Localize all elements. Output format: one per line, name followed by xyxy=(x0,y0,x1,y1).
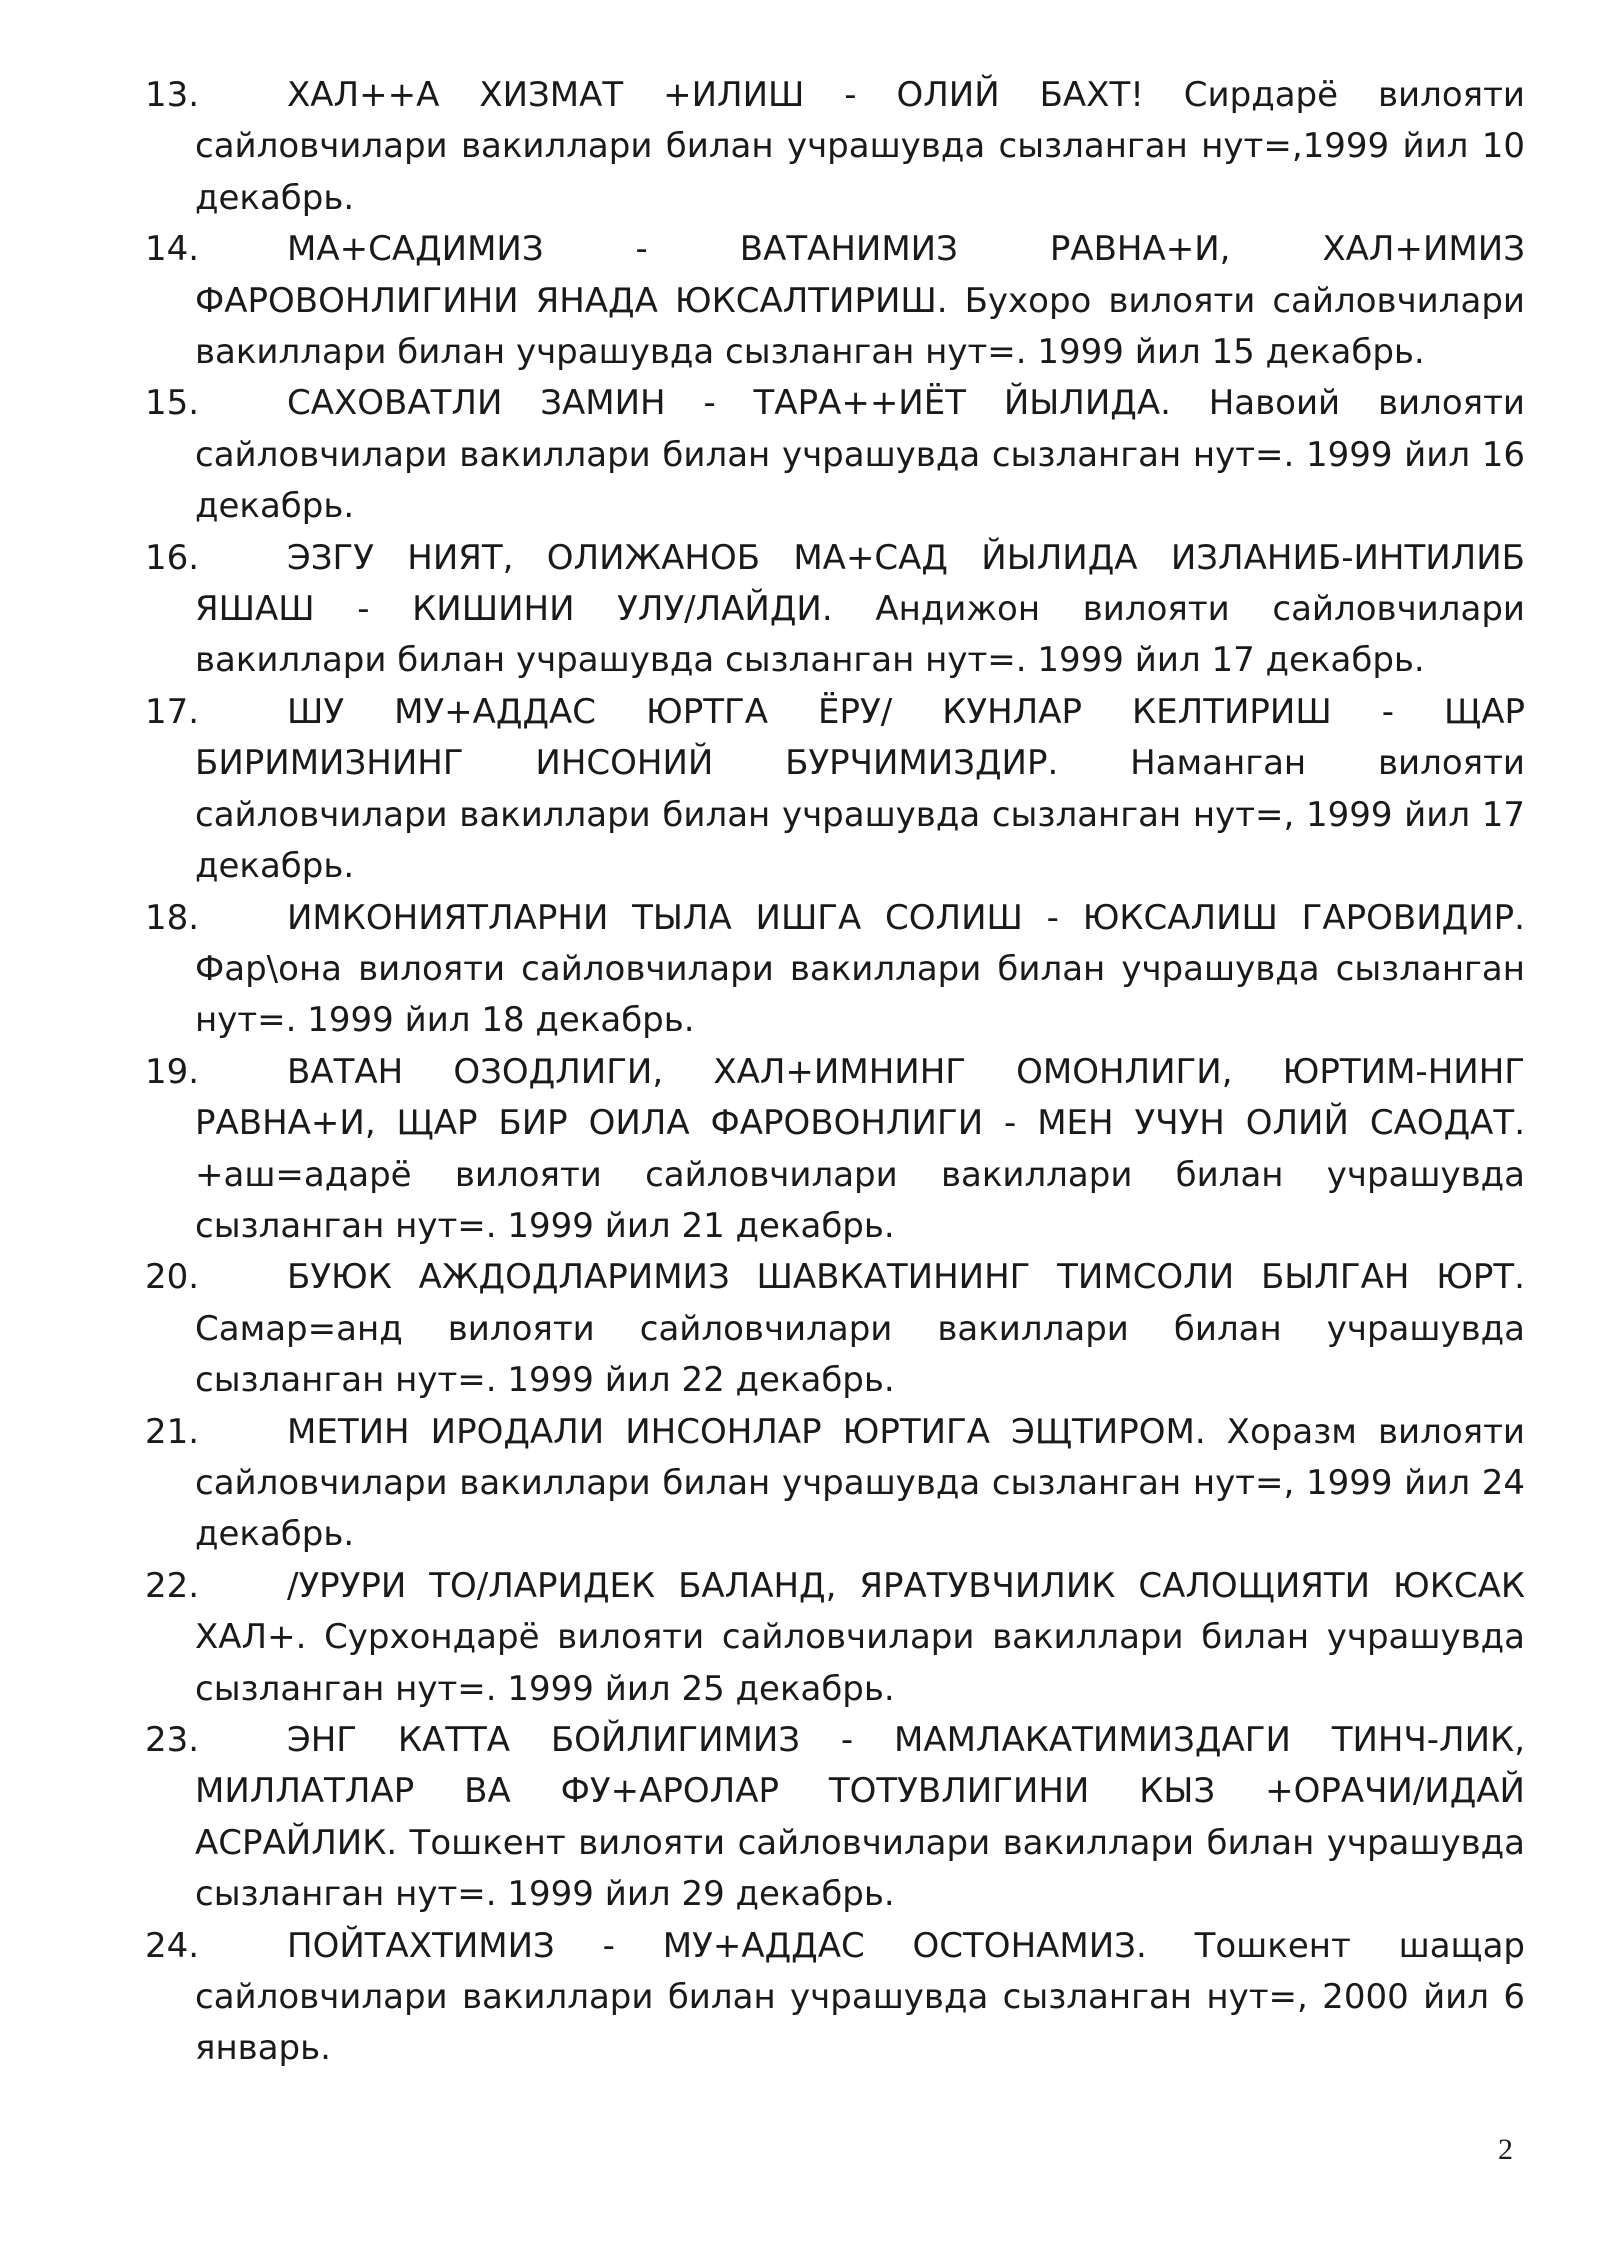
item-number: 19. xyxy=(145,1051,200,1092)
item-number: 23. xyxy=(145,1720,200,1760)
item-text: /УРУРИ ТО/ЛАРИДЕК БАЛАНД, ЯРАТУВЧИЛИК САЛОЩИЯТИ ЮКСАК ХАЛ+. Сурхондарё вилояти сайловчилари вакиллари билан учрашувда сызланган нут=. 1999 йил 25 декабрь. xyxy=(195,1565,1525,1709)
item-text: ЭНГ КАТТА БОЙЛИГИМИЗ - МАМЛАКАТИМИЗДАГИ ТИНЧ-ЛИК, МИЛЛАТЛАР ВА ФУ+АРОЛАР ТОТУВЛИГИНИ КЫЗ +ОРАЧИ/ИДАЙ АСРАЙЛИК. Тошкент вилояти сайловчилари вакиллари билан учрашувда сызланган нут=. 1999 йил 29 декабрь. xyxy=(195,1720,1525,1915)
list-item xyxy=(145,378,1525,532)
item-number: 24. xyxy=(145,1925,200,1966)
list-item xyxy=(145,1252,1525,1406)
item-text: ВАТАН ОЗОДЛИГИ, ХАЛ+ИМНИНГ ОМОНЛИГИ, ЮРТИМ-НИНГ РАВНА+И, ЩАР БИР ОИЛА ФАРОВОНЛИГИ - МЕН УЧУН ОЛИЙ САОДАТ. +аш=адарё вилояти сайловчилари вакиллари билан учрашувда сызланган нут=. 1999 йил 21 декабрь. xyxy=(195,1051,1525,1246)
page-number: 2 xyxy=(1498,2133,1513,2166)
list-item xyxy=(145,1407,1525,1561)
list-item xyxy=(145,893,1525,1047)
item-text: БУЮК АЖДОДЛАРИМИЗ ШАВКАТИНИНГ ТИМСОЛИ БЫЛГАН ЮРТ. Самар=анд вилояти сайловчилари вакиллари билан учрашувда сызланган нут=. 1999 йил 22 декабрь. xyxy=(195,1257,1525,1401)
item-text: ЭЗГУ НИЯТ, ОЛИЖАНОБ МА+САД ЙЫЛИДА ИЗЛАНИБ-ИНТИЛИБ ЯШАШ - КИШИНИ УЛУ/ЛАЙДИ. Андижон вилояти сайловчилари вакиллари билан учрашувда сызланган нут=. 1999 йил 17 декабрь. xyxy=(195,537,1525,681)
list-item xyxy=(145,687,1525,893)
item-text: МА+САДИМИЗ - ВАТАНИМИЗ РАВНА+И, ХАЛ+ИМИЗ ФАРОВОНЛИГИНИ ЯНАДА ЮКСАЛТИРИШ. Бухоро вилояти сайловчилари вакиллари билан учрашувда сызланган нут=. 1999 йил 15 декабрь. xyxy=(195,229,1525,373)
item-text: САХОВАТЛИ ЗАМИН - ТАРА++ИЁТ ЙЫЛИДА. Навоий вилояти сайловчилари вакиллари билан учрашувда сызланган нут=. 1999 йил 16 декабрь. xyxy=(195,383,1525,527)
list-item xyxy=(145,224,1525,378)
item-number: 17. xyxy=(145,691,200,732)
item-number: 15. xyxy=(145,383,200,424)
item-number: 18. xyxy=(145,897,200,938)
list-item xyxy=(145,1921,1525,2075)
item-number: 13. xyxy=(145,75,200,115)
item-number: 16. xyxy=(145,537,200,578)
list-item xyxy=(145,533,1525,687)
item-text: ШУ МУ+АДДАС ЮРТГА ЁРУ/ КУНЛАР КЕЛТИРИШ - ЩАР БИРИМИЗНИНГ ИНСОНИЙ БУРЧИМИЗДИР. Наманган вилояти сайловчилари вакиллари билан учрашувда сызланган нут=, 1999 йил 17 декабрь. xyxy=(195,691,1525,887)
bibliography-list xyxy=(145,70,1525,2075)
item-text: ХАЛ++А ХИЗМАТ +ИЛИШ - ОЛИЙ БАХТ! Сирдарё вилояти сайловчилари вакиллари билан учрашувда сызланган нут=,1999 йил 10 декабрь. xyxy=(195,75,1525,218)
item-number: 22. xyxy=(145,1565,200,1606)
item-text: МЕТИН ИРОДАЛИ ИНСОНЛАР ЮРТИГА ЭЩТИРОМ. Хоразм вилояти сайловчилари вакиллари билан учрашувда сызланган нут=, 1999 йил 24 декабрь. xyxy=(195,1411,1525,1555)
list-item xyxy=(145,1047,1525,1253)
list-item xyxy=(145,1561,1525,1715)
item-number: 20. xyxy=(145,1257,200,1298)
list-item xyxy=(145,1715,1525,1921)
item-number: 21. xyxy=(145,1411,200,1452)
item-number: 14. xyxy=(145,229,200,270)
list-item xyxy=(145,70,1525,224)
item-text: ИМКОНИЯТЛАРНИ ТЫЛА ИШГА СОЛИШ - ЮКСАЛИШ ГАРОВИДИР. Фар\она вилояти сайловчилари вакиллари билан учрашувда сызланган нут=. 1999 йил 18 декабрь. xyxy=(195,897,1525,1041)
item-text: ПОЙТАХТИМИЗ - МУ+АДДАС ОСТОНАМИЗ. Тошкент шащар сайловчилари вакиллари билан учрашувда сызланган нут=, 2000 йил 6 январь. xyxy=(195,1925,1525,2069)
